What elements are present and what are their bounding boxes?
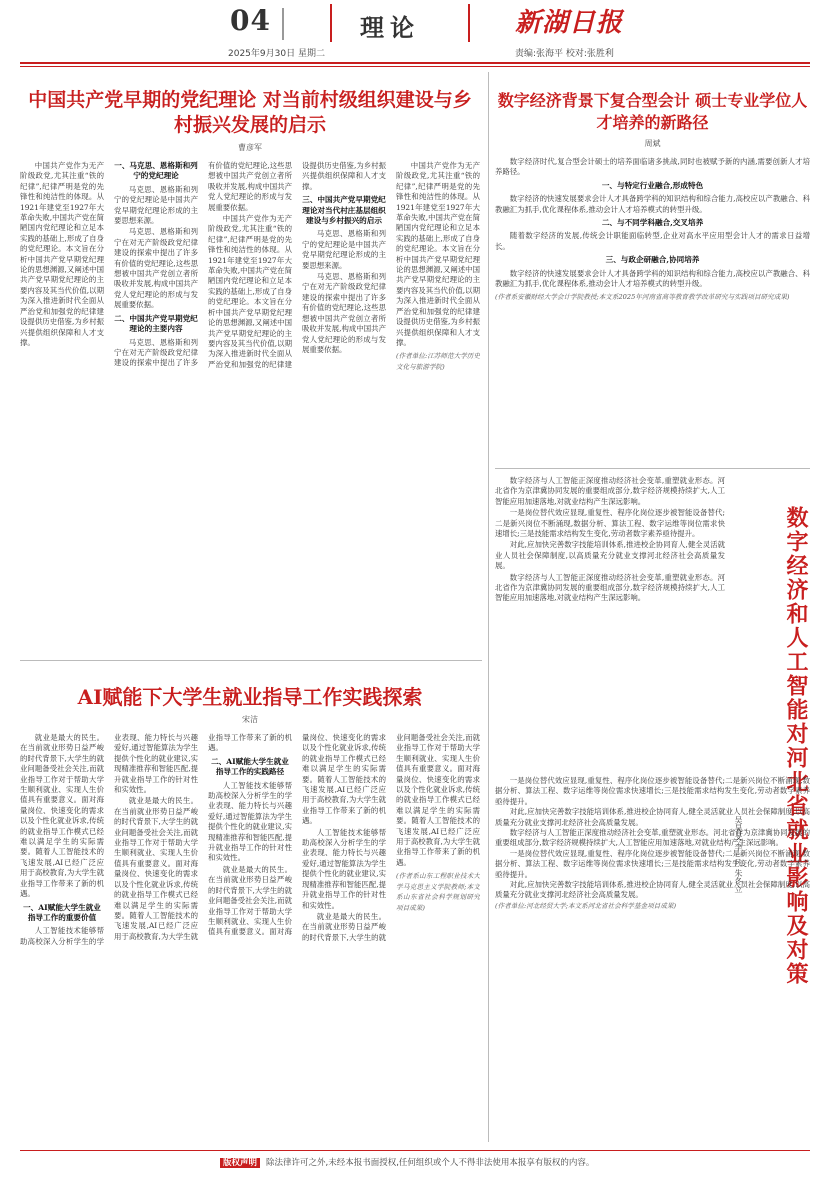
- section-heading: 一、马克思、恩格斯和列宁的党纪理论: [114, 161, 198, 181]
- article-body-top: [495, 476, 725, 776]
- copyright-text: 除法律许可之外,未经本报书面授权,任何组织或个人不得非法使用本报享有版权的内容。: [266, 1158, 595, 1168]
- paragraph: 数字经济的快速发展要求会计人才具备跨学科的知识结构和综合能力,高校应以产教融合、科教融汇为抓手,优化课程体系,推动会计人才培养模式的转型升级。: [495, 268, 810, 289]
- paragraph: 人工智能技术能够帮助高校深入分析学生的学业表现、能力特长与兴趣爱好,通过智能算法为学生提供个性化的就业建议,实现精准推荐和智能匹配,提升就业指导工作的针对性和实效性。: [208, 780, 292, 863]
- section-heading: 三、中国共产党早期党纪理论对当代村庄基层组织建设与乡村振兴的启示: [302, 195, 386, 226]
- paragraph: 中国共产党作为无产阶级政党,尤其注重“铁的纪律”,纪律严明是党的先锋性和纯洁性的体现。从1921年建党至1927年大革命失败,中国共产党在简陋国内党纪理论和立足本实践的基础上,形成了自身的党纪理论。本文旨在分析中国共产党早期党纪理论的思想渊源,又阐述中国共产党早期党纪理论的主要内容及其当代价值,以期为深入推进新时代全面从严治党和加强党的纪律建设提供历史借鉴,为乡村振兴提供组织保障和人才支撑。: [208, 161, 386, 369]
- paragraph: 数字经济与人工智能正深度推动经济社会变革,重塑就业形态。河北省作为京津冀协同发展的重要组成部分,数字经济规模持续扩大,人工智能应用加速落地,对就业结构产生深远影响。: [495, 476, 725, 506]
- header-divider: [282, 8, 284, 40]
- column-divider: [488, 72, 489, 1142]
- article-divider-right: [495, 468, 810, 469]
- section-heading: 一、AI赋能大学生就业指导工作的重要价值: [23, 902, 101, 922]
- header-rule-thin: [20, 66, 810, 67]
- copyright-badge: 版权声明: [220, 1158, 260, 1168]
- article-divider-left: [20, 660, 482, 661]
- article-author: 曹彦军: [238, 143, 262, 152]
- paragraph: 随着数字经济的发展,传统会计职能面临转型,企业对高水平应用型会计人才的需求日益增长。: [495, 231, 810, 251]
- paragraph: 对此,应加快完善数字技能培训体系,推进校企协同育人,健全灵活就业人员社会保障制度,以高质量充分就业支撑河北经济社会高质量发展。: [495, 540, 725, 571]
- paragraph: 就业是最大的民生。在当前就业形势日益严峻的时代背景下,大学生的就业问题备受社会关注,而就业指导工作对于帮助大学生顺利就业、实现人生价值具有重要意义。面对海量岗位、快速变化的需求以及个性化就业诉求,传统的就业指导工作模式已经难以满足学生的实际需要。随着人工智能技术的飞速发展,AI已经广泛应用于高校教育,为大学生就业指导工作带来了新的机遇。: [208, 733, 386, 937]
- paragraph: 马克思、恩格斯和列宁在对无产阶级政党纪律建设的探索中提出了许多有价值的党纪理论,这些思想被中国共产党创立者所吸收并发展,构成中国共产党人党纪理论的形成与发展重要依据。: [114, 227, 198, 310]
- paragraph: 中国共产党作为无产阶级政党,尤其注重“铁的纪律”,纪律严明是党的先锋性和纯洁性的体现。从1921年建党至1927年大革命失败,中国共产党在简陋国内党纪理论和立足本实践的基础上,形成了自身的党纪理论。本文旨在分析中国共产党早期党纪理论的思想渊源,又阐述中国共产党早期党纪理论的主要内容及其当代价值,以期为深入推进新时代全面从严治党和加强党的纪律建设提供历史借鉴,为乡村振兴提供组织保障和人才支撑。: [396, 161, 480, 347]
- article-title: 中国共产党早期的党纪理论 对当前村级组织建设与乡村振兴发展的启示: [28, 89, 472, 136]
- paragraph: 对此,应加快完善数字技能培训体系,推进校企协同育人,健全灵活就业人员社会保障制度,以高质量充分就业支撑河北经济社会高质量发展。: [495, 880, 810, 900]
- footer-rule: [20, 1150, 810, 1151]
- paragraph: 就业是最大的民生。在当前就业形势日益严峻的时代背景下,大学生的就业问题备受社会关注,而就业指导工作对于帮助大学生顺利就业、实现人生价值具有重要意义。面对海量岗位、快速变化的需求以及个性化就业诉求,传统的就业指导工作模式已经难以满足学生的实际需要。随着人工智能技术的飞速发展,AI已经广泛应用于高校教育,为大学生就业指导工作带来了新的机遇。: [20, 733, 104, 899]
- newspaper-logo: 新湖日报: [515, 8, 624, 38]
- copyright-notice: [220, 1156, 594, 1168]
- paragraph: 一是岗位替代效应显现,重复性、程序化岗位逐步被智能设备替代;二是新兴岗位不断涌现,数据分析、算法工程、数字运维等岗位需求快速增长;三是技能需求结构发生变化,劳动者数字素养亟待提升。: [495, 508, 725, 539]
- article-body: [495, 157, 810, 464]
- paragraph: 就业是最大的民生。在当前就业形势日益严峻的时代背景下,大学生的就业问题备受社会关注,而就业指导工作对于帮助大学生顺利就业、实现人生价值具有重要意义。面对海量岗位、快速变化的需求以及个性化就业诉求,传统的就业指导工作模式已经难以满足学生的实际需要。随着人工智能技术的飞速发展,AI已经广泛应用于高校教育,为大学生就业指导工作带来了新的机遇。: [302, 733, 480, 942]
- paragraph: 人工智能技术能够帮助高校深入分析学生的学业表现、能力特长与兴趣爱好,通过智能算法为学生提供个性化的就业建议,实现精准推荐和智能匹配,提升就业指导工作的针对性和实效性。: [302, 827, 386, 910]
- paragraph: 数字经济与人工智能正深度推动经济社会变革,重塑就业形态。河北省作为京津冀协同发展的重要组成部分,数字经济规模持续扩大,人工智能应用加速落地,对就业结构产生深远影响。: [495, 828, 810, 848]
- article-footnote: (作者单位:江苏师范大学历史文化与旅游学院): [396, 352, 480, 371]
- paragraph: 就业是最大的民生。在当前就业形势日益严峻的时代背景下,大学生的就业问题备受社会关注,而就业指导工作对于帮助大学生顺利就业、实现人生价值具有重要意义。面对海量岗位、快速变化的需求以及个性化就业诉求,传统的就业指导工作模式已经难以满足学生的实际需要。随着人工智能技术的飞速发展,AI已经广泛应用于高校教育,为大学生就业指导工作带来了新的机遇。: [114, 733, 292, 941]
- section-heading: 三、与政企研融合,协同培养: [605, 255, 700, 265]
- section-heading: 二、与不同学科融合,交叉培养: [601, 218, 704, 228]
- section-heading: 二、中国共产党早期党纪理论的主要内容: [114, 313, 198, 334]
- paragraph: 马克思、恩格斯和列宁在对无产阶级政党纪律建设的探索中提出了许多有价值的党纪理论,这些思想被中国共产党创立者所吸收并发展,构成中国共产党人党纪理论的形成与发展重要依据。: [302, 272, 386, 354]
- article-footnote: (作者系山东工程职业技术大学马克思主义学院教师;本文系山东省社会科学规划研究项目成果): [396, 872, 480, 912]
- article-footnote: (作者系安徽财经大学会计学院教授;本文系2025年河南省高等教育教学改革研究与实践项目研究成果): [495, 293, 790, 302]
- paragraph: 人工智能技术能够帮助高校深入分析学生的学业表现、能力特长与兴趣爱好,通过智能算法为学生提供个性化的就业建议,实现精准推荐和智能匹配,提升就业指导工作的针对性和实效性。: [20, 733, 198, 946]
- page-number: 04: [230, 4, 271, 37]
- paragraph: 数字经济时代,复合型会计硕士的培养面临诸多挑战,同时也被赋予新的内涵,需要创新人才培养路径。: [495, 157, 810, 177]
- paragraph: 马克思、恩格斯和列宁在对无产阶级政党纪律建设的探索中提出了许多有价值的党纪理论,这些思想被中国共产党创立者所吸收并发展,构成中国共产党人党纪理论的形成与发展重要依据。: [114, 161, 292, 368]
- page-header: [0, 0, 830, 64]
- article-body: [20, 161, 480, 657]
- article-title: AI赋能下大学生就业指导工作实践探索: [77, 685, 423, 709]
- article-title: 数字经济背景下复合型会计 硕士专业学位人才培养的新路径: [497, 91, 808, 132]
- paragraph: 马克思、恩格斯和列宁的党纪理论是中国共产党早期党纪理论形成的主要思想来源。: [302, 229, 386, 270]
- section-name: 理论: [360, 13, 420, 42]
- article-author: 吴昊旻 李一凡 朱冬立: [734, 816, 743, 894]
- article-ai-employment: [20, 672, 480, 1144]
- paragraph: 对此,应加快完善数字技能培训体系,推进校企协同育人,健全灵活就业人员社会保障制度,以高质量充分就业支撑河北经济社会高质量发展。: [495, 807, 810, 827]
- section-heading: 一、与特定行业融合,形成特色: [601, 180, 704, 190]
- issue-date: 2025年9月30日 星期二: [228, 49, 325, 59]
- paragraph: 一是岗位替代效应显现,重复性、程序化岗位逐步被智能设备替代;二是新兴岗位不断涌现,数据分析、算法工程、数字运维等岗位需求快速增长;三是技能需求结构发生变化,劳动者数字素养亟待提升。: [495, 776, 810, 806]
- article-author: 周斌: [644, 139, 661, 148]
- article-title: 数字经济和人工智能对河北省就业影响及对策: [783, 506, 809, 986]
- paragraph: 数字经济与人工智能正深度推动经济社会变革,重塑就业形态。河北省作为京津冀协同发展的重要组成部分,数字经济规模持续扩大,人工智能应用加速落地,对就业结构产生深远影响。: [495, 572, 725, 603]
- editor-credits: 责编:张海平 校对:张胜利: [515, 49, 614, 59]
- article-hebei-employment: [495, 476, 810, 1144]
- paragraph: 数字经济的快速发展要求会计人才具备跨学科的知识结构和综合能力,高校应以产教融合、科教融汇为抓手,优化课程体系,推动会计人才培养模式的转型升级。: [495, 194, 810, 214]
- paragraph: 马克思、恩格斯和列宁的党纪理论是中国共产党早期党纪理论形成的主要思想来源。: [114, 184, 198, 226]
- article-footnote: (作者单位:河北经贸大学;本文系河北省社会科学基金项目成果): [495, 901, 677, 910]
- article-body-bottom: [495, 776, 810, 1144]
- header-rule: [20, 62, 810, 64]
- paragraph: 中国共产党作为无产阶级政党,尤其注重“铁的纪律”,纪律严明是党的先锋性和纯洁性的体现。从1921年建党至1927年大革命失败,中国共产党在简陋国内党纪理论和立足本实践的基础上,形成了自身的党纪理论。本文旨在分析中国共产党早期党纪理论的思想渊源,又阐述中国共产党早期党纪理论的主要内容及其当代价值,以期为深入推进新时代全面从严治党和加强党的纪律建设提供历史借鉴,为乡村振兴提供组织保障和人才支撑。: [20, 161, 104, 347]
- article-body: [20, 733, 480, 1144]
- article-author: 宋洁: [242, 715, 258, 724]
- article-party-discipline: [20, 72, 480, 657]
- section-heading: 二、AI赋能大学生就业指导工作的实践路径: [211, 756, 289, 777]
- paragraph: 一是岗位替代效应显现,重复性、程序化岗位逐步被智能设备替代;二是新兴岗位不断涌现,数据分析、算法工程、数字运维等岗位需求快速增长;三是技能需求结构发生变化,劳动者数字素养亟待提升。: [495, 848, 810, 879]
- article-accounting-talent: [495, 72, 810, 464]
